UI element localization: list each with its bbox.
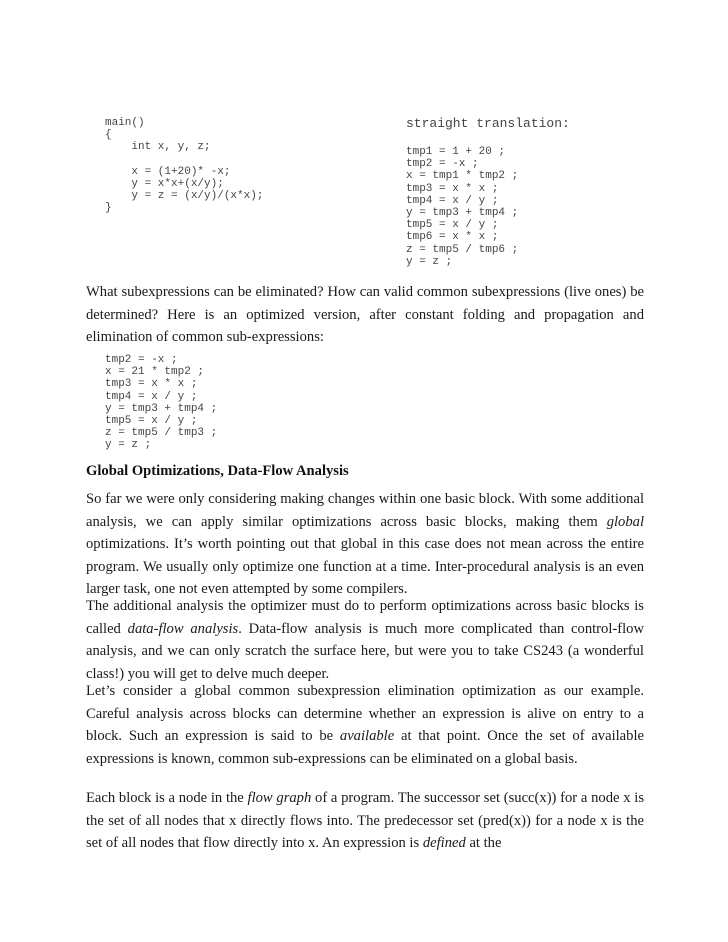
- code-line: y = tmp3 + tmp4 ;: [105, 402, 218, 415]
- code-line: tmp4 = x / y ;: [406, 194, 499, 207]
- code-line: int x, y, z;: [105, 141, 211, 154]
- code-line: tmp5 = x / y ;: [406, 219, 499, 232]
- code-optimized-version: [105, 354, 217, 452]
- code-straight-translation: [406, 146, 518, 268]
- text-run: optimizations. It’s worth pointing out that global in this case does not mean across the entire program. We usually only optimize one function at a time. Inter-procedural analysis is an even larger task, one not even attempted by some compilers.: [86, 536, 644, 597]
- paragraph-data-flow: [86, 595, 644, 685]
- code-line: {: [105, 129, 112, 142]
- code-line: y = z ;: [406, 255, 453, 268]
- code-line: tmp5 = x / y ;: [105, 415, 198, 428]
- text-run: Let’s consider a global common subexpression elimination optimization as our example. Careful analysis across blocks can determine whether an expression is alive on entry to a block. Such an expression is said to be: [86, 683, 644, 744]
- text-run: at that point. Once the set of available expressions is known, common sub-expressions can be eliminated on a global basis.: [86, 728, 644, 767]
- text-run: at the: [465, 835, 502, 851]
- paragraph-global-optimizations: [86, 488, 644, 601]
- code-line: x = 21 * tmp2 ;: [105, 366, 205, 379]
- text-run: . Data-flow analysis is much more complicated than control-flow analysis, and we can only scratch the surface here, but were you to take CS243 (a wonderful class!) you will get to delve much deeper.: [86, 620, 644, 682]
- code-line: y = z ;: [105, 439, 152, 452]
- emphasis-term: defined: [422, 835, 466, 851]
- code-source-main: [105, 117, 263, 215]
- code-line: z = tmp5 / tmp6 ;: [406, 243, 519, 256]
- paragraph-available-expressions: [86, 680, 644, 770]
- emphasis-term: global: [606, 513, 644, 530]
- code-line: y = z = (x/y)/(x*x);: [105, 190, 264, 203]
- paragraph-subexpressions: What subexpressions can be eliminated? How can valid common subexpressions (live ones) be determined? Here is an optimized version, after constant folding and propagation and elimination of common sub-expressions:: [86, 284, 644, 345]
- code-line: tmp2 = -x ;: [105, 354, 178, 366]
- code-line: y = x*x+(x/y);: [105, 178, 224, 191]
- code-line: main(): [105, 117, 145, 129]
- code-line: tmp2 = -x ;: [406, 158, 479, 171]
- code-line: tmp1 = 1 + 20 ;: [406, 146, 506, 158]
- code-line: tmp3 = x * x ;: [105, 378, 198, 391]
- code-line: tmp4 = x / y ;: [105, 390, 198, 403]
- text-run: So far we were only considering making changes within one basic block. With some additional analysis, we can apply similar optimizations across basic blocks, making them: [86, 491, 644, 530]
- text-run: The additional analysis the optimizer must do to perform optimizations across basic blocks is called: [86, 598, 644, 637]
- code-translation-title: straight translation:: [406, 116, 570, 131]
- code-line: tmp3 = x * x ;: [406, 182, 499, 195]
- paragraph-flow-graph: [86, 787, 644, 855]
- code-line: tmp6 = x * x ;: [406, 231, 499, 244]
- text-run: of a program. The successor set (succ(x)) for a node x is the set of all nodes that x directly flows into. The predecessor set (pred(x)) for a node x is the set of all nodes that flow directly into x. An expression is: [86, 790, 645, 851]
- code-line: y = tmp3 + tmp4 ;: [406, 207, 519, 220]
- emphasis-term: data-flow analysis: [127, 620, 239, 637]
- code-line: }: [105, 202, 112, 215]
- emphasis-term: flow graph: [247, 790, 312, 806]
- code-line: z = tmp5 / tmp3 ;: [105, 427, 218, 440]
- section-heading: Global Optimizations, Data-Flow Analysis: [86, 463, 349, 479]
- text-run: Each block is a node in the: [86, 790, 248, 806]
- code-line: x = tmp1 * tmp2 ;: [406, 170, 519, 183]
- emphasis-term: available: [339, 728, 395, 744]
- code-line: x = (1+20)* -x;: [105, 165, 231, 178]
